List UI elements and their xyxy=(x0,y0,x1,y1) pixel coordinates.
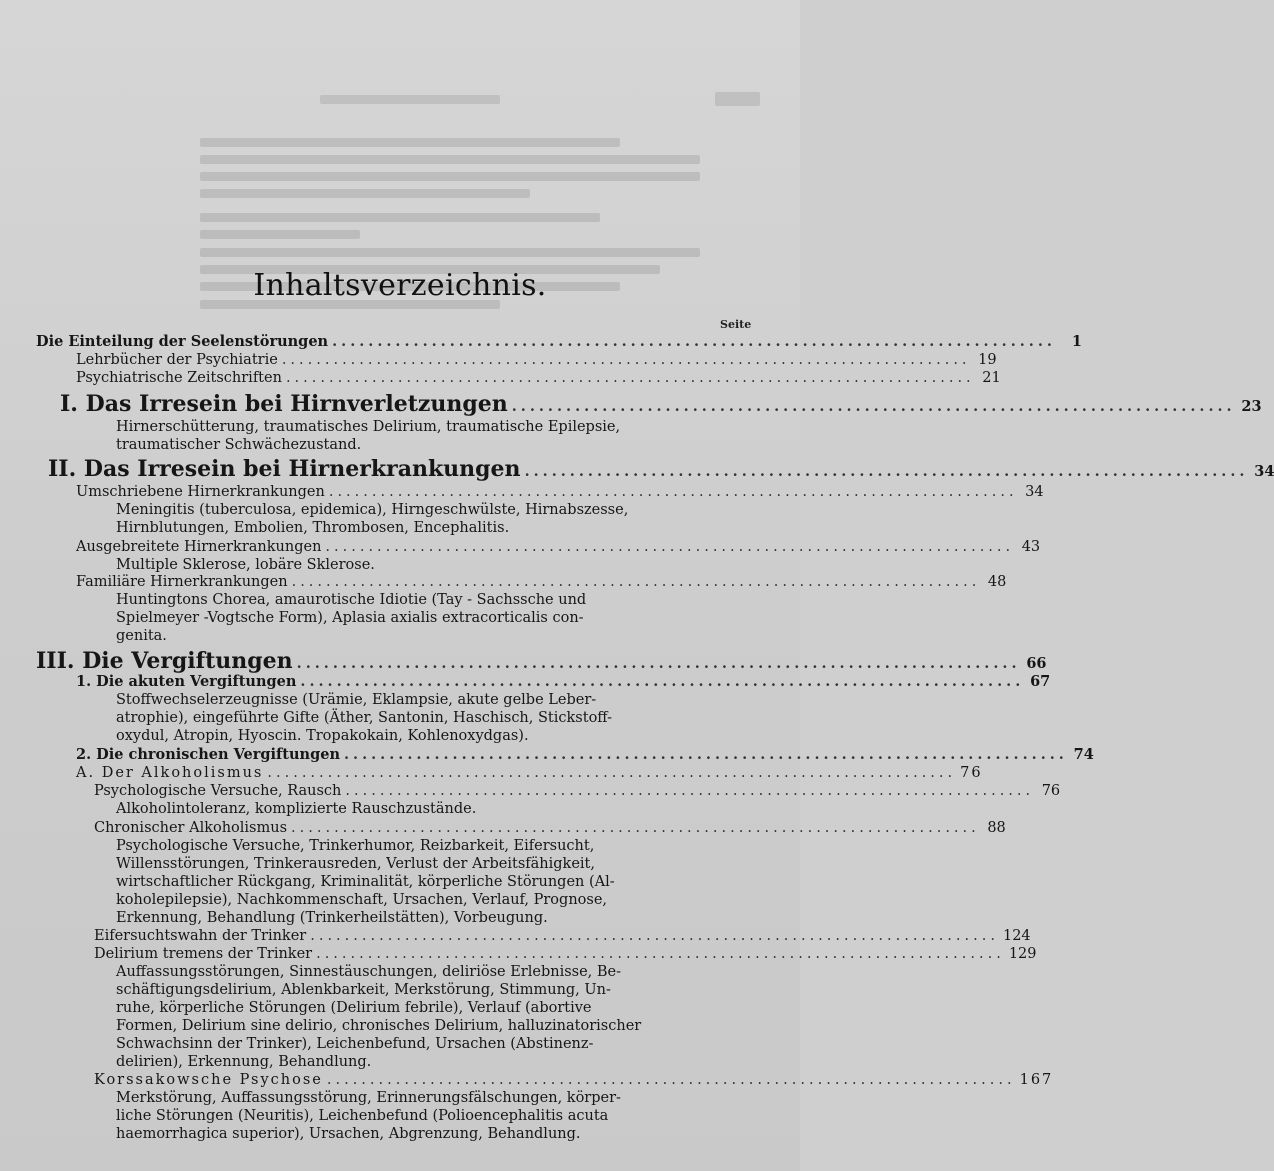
toc-description: Spielmeyer -Vogtsche Form), Aplasia axialis extracorticalis con- xyxy=(116,610,584,626)
toc-chapter: II. Das Irresein bei Hirnerkrankungen ................................................................................ 34 xyxy=(48,456,1274,482)
toc-entry: Umschriebene Hirnerkrankungen ................................................................................ 34 xyxy=(76,484,1044,500)
toc-description: atrophie), eingeführte Gifte (Äther, Santonin, Haschisch, Stickstoff- xyxy=(116,710,612,726)
toc-entry: Lehrbücher der Psychiatrie ................................................................................ 19 xyxy=(76,352,997,368)
toc-description: oxydul, Atropin, Hyoscin. Tropakokain, Kohlenoxydgas). xyxy=(116,728,529,744)
toc-entry: Ausgebreitete Hirnerkrankungen ................................................................................ 43 xyxy=(76,539,1041,555)
toc-description: delirien), Erkennung, Behandlung. xyxy=(116,1054,372,1070)
toc-entry: Familiäre Hirnerkrankungen ................................................................................ 48 xyxy=(76,574,1007,590)
toc-entry: Die Einteilung der Seelenstörungen ................................................................................ 1 xyxy=(36,333,1082,350)
toc-description: Stoffwechselerzeugnisse (Urämie, Eklampsie, akute gelbe Leber- xyxy=(116,692,597,708)
toc-description: Alkoholintoleranz, komplizierte Rauschzustände. xyxy=(116,801,477,817)
toc-entry: Korssakowsche Psychose ................................................................................ 167 xyxy=(94,1072,1054,1088)
toc-description: Huntingtons Chorea, amaurotische Idiotie (Tay - Sachssche und xyxy=(116,592,587,608)
toc-entry: Eifersuchtswahn der Trinker ................................................................................ 124 xyxy=(94,928,1031,944)
toc-description: liche Störungen (Neuritis), Leichenbefund (Polioencephalitis acuta xyxy=(116,1108,609,1124)
toc-description: koholepilepsie), Nachkommenschaft, Ursachen, Verlauf, Prognose, xyxy=(116,892,608,908)
toc-entry: Chronischer Alkoholismus ................................................................................ 88 xyxy=(94,820,1006,836)
toc-chapter: I. Das Irresein bei Hirnverletzungen ................................................................................ 23 xyxy=(60,391,1262,417)
toc-description: genita. xyxy=(116,628,167,644)
toc-description: Multiple Sklerose, lobäre Sklerose. xyxy=(116,557,375,573)
toc-description: Hirnblutungen, Embolien, Thrombosen, Encephalitis. xyxy=(116,520,510,536)
toc-description: Willensstörungen, Trinkerausreden, Verlust der Arbeitsfähigkeit, xyxy=(116,856,595,872)
page-column-label: Seite xyxy=(720,318,752,331)
page-title: Inhaltsverzeichnis. xyxy=(253,268,547,303)
toc-description: Meningitis (tuberculosa, epidemica), Hirngeschwülste, Hirnabszesse, xyxy=(116,502,629,518)
toc-description: Psychologische Versuche, Trinkerhumor, Reizbarkeit, Eifersucht, xyxy=(116,838,595,854)
toc-description: Auffassungsstörungen, Sinnestäuschungen, deliriöse Erlebnisse, Be- xyxy=(116,964,622,980)
toc-description: wirtschaftlicher Rückgang, Kriminalität, körperliche Störungen (Al- xyxy=(116,874,615,890)
toc-description: Erkennung, Behandlung (Trinkerheilstätten), Vorbeugung. xyxy=(116,910,548,926)
toc-description: Merkstörung, Auffassungsstörung, Erinnerungsfälschungen, körper- xyxy=(116,1090,621,1106)
toc-description: ruhe, körperliche Störungen (Delirium febrile), Verlauf (abortive xyxy=(116,1000,592,1016)
toc-entry: 1. Die akuten Vergiftungen ................................................................................ 67 xyxy=(76,673,1051,690)
toc-description: Formen, Delirium sine delirio, chronisches Delirium, halluzinatorischer xyxy=(116,1018,642,1034)
toc-entry: Delirium tremens der Trinker ................................................................................ 129 xyxy=(94,946,1037,962)
toc-entry: A. Der Alkoholismus ................................................................................ 76 xyxy=(76,765,983,781)
toc-entry: Psychiatrische Zeitschriften ................................................................................ 21 xyxy=(76,370,1001,386)
toc-description: Schwachsinn der Trinker), Leichenbefund, Ursachen (Abstinenz- xyxy=(116,1036,594,1052)
toc-description: schäftigungsdelirium, Ablenkbarkeit, Merkstörung, Stimmung, Un- xyxy=(116,982,611,998)
toc-chapter: III. Die Vergiftungen ................................................................................ 66 xyxy=(36,648,1047,674)
toc-description: haemorrhagica superior), Ursachen, Abgrenzung, Behandlung. xyxy=(116,1126,581,1142)
toc-description: traumatischer Schwächezustand. xyxy=(116,437,362,453)
toc-entry: 2. Die chronischen Vergiftungen ................................................................................ 74 xyxy=(76,746,1094,763)
toc-entry: Psychologische Versuche, Rausch ................................................................................ 76 xyxy=(94,783,1061,799)
toc-description: Hirnerschütterung, traumatisches Delirium, traumatische Epilepsie, xyxy=(116,419,621,435)
